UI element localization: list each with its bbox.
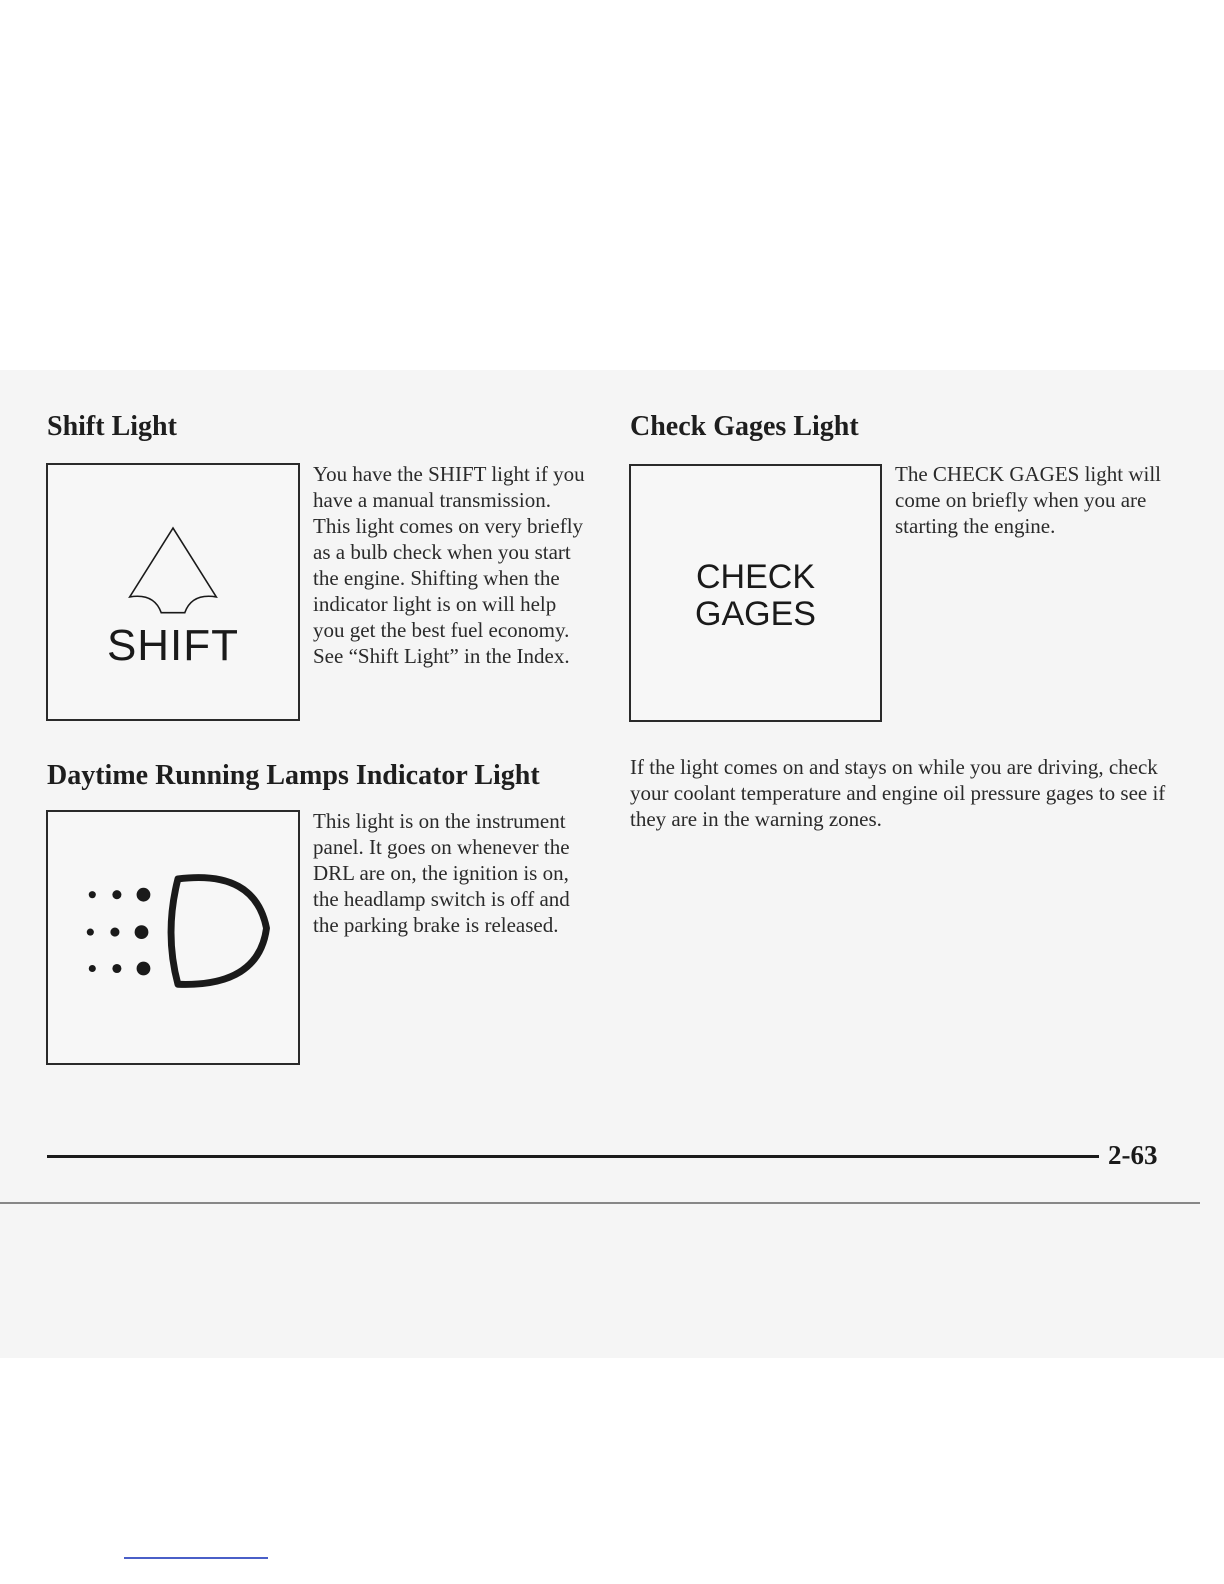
page-number: 2-63 — [1108, 1140, 1158, 1170]
drl-indicator-description: This light is on the instrument panel. It goes on whenever the DRL are on, the ignition is on, the headlamp switch is off and the parking brake is released. — [313, 809, 570, 937]
shift-arrow-icon — [48, 465, 298, 719]
scan-edge-line — [0, 1202, 1200, 1204]
link-underline-stub — [124, 1557, 268, 1559]
drl-icon-box — [46, 810, 300, 1065]
daytime-running-lamps-icon — [48, 812, 298, 1063]
drl-indicator-heading: Daytime Running Lamps Indicator Light — [47, 760, 540, 791]
footer-rule — [47, 1155, 1099, 1158]
check-gages-label-line2: GAGES — [695, 595, 816, 633]
check-gages-label-line1: CHECK — [695, 558, 816, 596]
shift-light-icon-box — [46, 463, 300, 721]
check-gages-heading: Check Gages Light — [630, 411, 859, 442]
check-gages-icon-box — [629, 464, 882, 722]
check-gages-warning-text: If the light comes on and stays on while you are driving, check your coolant temperature and engine oil pressure gages to see if they are in the warning zones. — [630, 755, 1166, 831]
check-gages-description: The CHECK GAGES light will come on briefly when you are starting the engine. — [895, 462, 1161, 538]
shift-light-description: You have the SHIFT light if you have a manual transmission. This light comes on very briefly as a bulb check when you start the engine. Shifting when the indicator light is on will help you get the best fuel economy. See “Shift Light” in the Index. — [313, 462, 585, 668]
shift-icon-label: SHIFT — [106, 621, 240, 670]
shift-light-heading: Shift Light — [47, 411, 177, 442]
